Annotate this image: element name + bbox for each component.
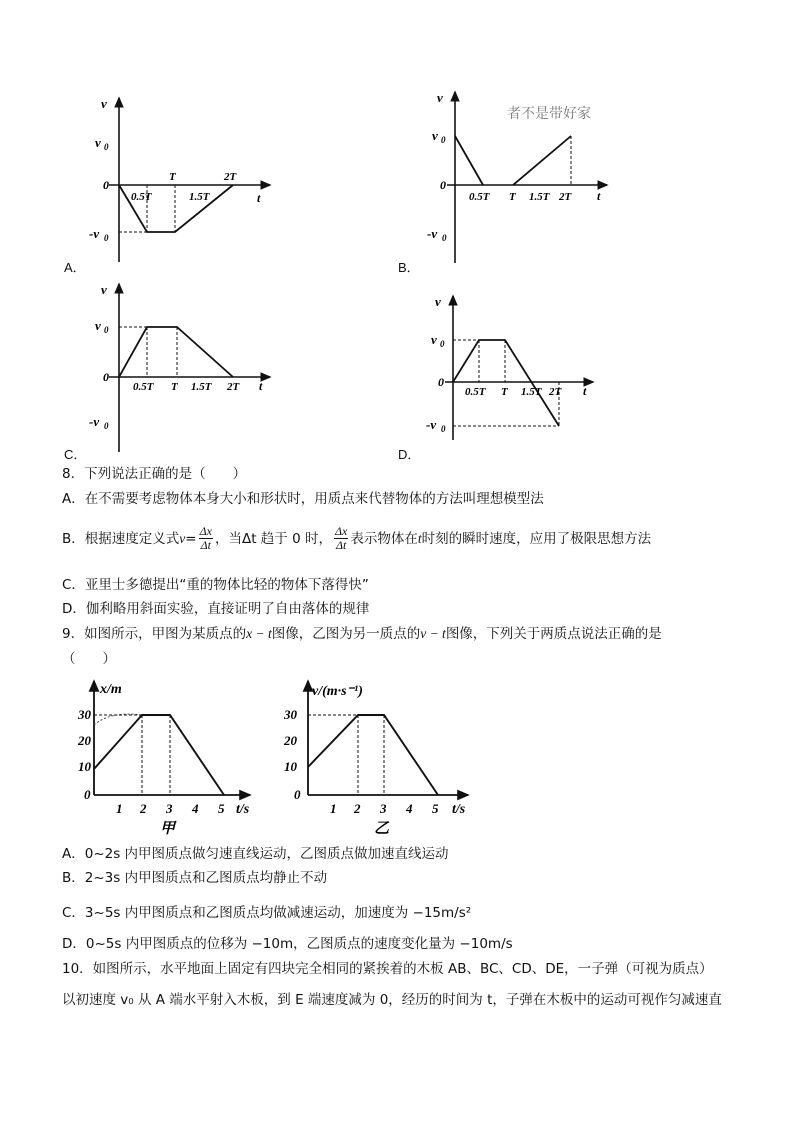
- svg-text:30: 30: [284, 707, 297, 722]
- q8-option-a: A．在不需要考虑物体本身大小和形状时，用质点来代替物体的方法叫理想模型法: [62, 491, 544, 507]
- svg-text:0: 0: [438, 375, 444, 389]
- svg-text:0: 0: [103, 370, 109, 384]
- q9-option-d: D．0~5s 内甲图质点的位移为 −10m，乙图质点的速度变化量为 −10m/s: [62, 936, 513, 952]
- svg-text:2: 2: [354, 801, 361, 816]
- svg-text:0.5T: 0.5T: [131, 191, 152, 203]
- q9-stem: 9．如图所示，甲图为某质点的x − t图像，乙图为另一质点的v − t图像，下列关于两质点说法正确的是: [62, 626, 662, 642]
- svg-text:1.5T: 1.5T: [189, 191, 210, 203]
- graph-option-d: [425, 292, 625, 442]
- svg-text:-v: -v: [89, 226, 100, 241]
- svg-text:1.5T: 1.5T: [521, 386, 542, 398]
- svg-text:3: 3: [380, 801, 387, 816]
- svg-text:v/(m·s⁻¹): v/(m·s⁻¹): [312, 684, 363, 699]
- svg-text:t: t: [259, 379, 263, 393]
- svg-text:v: v: [432, 128, 438, 143]
- graph-option-b: [425, 88, 625, 268]
- svg-text:0.5T: 0.5T: [465, 386, 486, 398]
- svg-text:0: 0: [294, 787, 301, 802]
- q8-option-d: D．伽利略用斜面实验，直接证明了自由落体的规律: [62, 601, 370, 617]
- svg-text:t/s: t/s: [236, 802, 250, 817]
- svg-text:v: v: [435, 294, 441, 309]
- svg-text:4: 4: [406, 801, 413, 816]
- svg-text:20: 20: [284, 733, 297, 748]
- svg-text:1: 1: [116, 801, 123, 816]
- svg-text:甲: 甲: [160, 821, 176, 837]
- graph-jia-xt: [80, 675, 280, 840]
- option-b-letter: B．: [398, 260, 420, 275]
- svg-text:1.5T: 1.5T: [529, 191, 550, 203]
- svg-text:x/m: x/m: [100, 682, 122, 697]
- svg-text:2: 2: [140, 801, 147, 816]
- option-d-letter: D．: [398, 447, 421, 462]
- q10-line2: 以初速度 v₀ 从 A 端水平射入木板，到 E 端速度减为 0，经历的时间为 t，子弹在木板中的运动可视作匀减速直: [62, 992, 722, 1008]
- svg-text:10: 10: [284, 759, 297, 774]
- q9-paren: （ ）: [62, 651, 116, 667]
- svg-text:-v: -v: [426, 417, 437, 432]
- q9-option-b: B．2~3s 内甲图质点和乙图质点均静止不动: [62, 870, 328, 886]
- svg-text:1.5T: 1.5T: [191, 381, 212, 393]
- svg-text:0: 0: [440, 178, 446, 192]
- svg-text:t: t: [597, 189, 601, 203]
- svg-text:10: 10: [78, 759, 91, 774]
- svg-text:0: 0: [441, 135, 446, 145]
- svg-text:5: 5: [432, 801, 439, 816]
- svg-text:v: v: [101, 282, 107, 297]
- svg-text:0: 0: [440, 339, 445, 349]
- graph-option-c: [85, 280, 285, 455]
- svg-text:T: T: [169, 171, 176, 183]
- svg-text:-v: -v: [427, 226, 438, 241]
- svg-text:0: 0: [442, 233, 447, 243]
- svg-text:v: v: [437, 90, 443, 105]
- q8-option-c: C．亚里士多德提出“重的物体比轻的物体下落得快”: [62, 577, 369, 593]
- q8-option-b: B．根据速度定义式 v = $\frac{\Delta x}{\Delta t}$ ，当Δt 趋于 0 时， $\frac{\Delta x}{\Delta t}$ 表示物体在 t 时刻的瞬时速度，应用了极限思想方法: [62, 524, 652, 552]
- svg-text:t: t: [257, 191, 261, 205]
- svg-text:0: 0: [104, 142, 109, 152]
- svg-text:2T: 2T: [224, 171, 237, 183]
- fraction-dx-dt: $\frac{\Delta x}{\Delta t}$: [199, 524, 212, 552]
- svg-text:0.5T: 0.5T: [133, 381, 154, 393]
- svg-text:T: T: [509, 191, 516, 203]
- svg-text:v: v: [431, 332, 437, 347]
- option-a-letter: A．: [64, 260, 86, 275]
- svg-text:3: 3: [166, 801, 173, 816]
- svg-text:0: 0: [104, 421, 109, 431]
- v-axis-label: v: [101, 96, 107, 111]
- svg-text:0: 0: [104, 233, 109, 243]
- graph-option-a: [85, 92, 285, 267]
- svg-text:2T: 2T: [227, 381, 240, 393]
- fraction-dx-dt-2: $\frac{\Delta x}{\Delta t}$: [334, 524, 348, 552]
- option-c-letter: C．: [64, 447, 87, 462]
- svg-text:v: v: [95, 135, 101, 150]
- q9-option-c: C．3~5s 内甲图质点和乙图质点均做减速运动，加速度为 −15m/s²: [62, 905, 472, 921]
- svg-text:30: 30: [78, 707, 91, 722]
- svg-text:v: v: [95, 318, 101, 333]
- q10-line1: 10．如图所示，水平地面上固定有四块完全相同的紧挨着的木板 AB、BC、CD、DE，一子弹（可视为质点）: [62, 961, 713, 977]
- svg-text:5: 5: [218, 801, 225, 816]
- svg-text:0: 0: [103, 178, 109, 192]
- q8-stem: 8．下列说法正确的是（ ）: [62, 466, 247, 482]
- scan-watermark: 者不是带好家: [507, 106, 591, 122]
- svg-text:0.5T: 0.5T: [469, 191, 490, 203]
- svg-text:2T: 2T: [559, 191, 572, 203]
- svg-text:t: t: [583, 384, 587, 398]
- svg-text:t/s: t/s: [452, 802, 466, 817]
- svg-text:1: 1: [330, 801, 337, 816]
- svg-text:T: T: [501, 386, 508, 398]
- svg-text:T: T: [171, 381, 178, 393]
- svg-text:0: 0: [441, 424, 446, 434]
- svg-text:0: 0: [104, 325, 109, 335]
- svg-text:4: 4: [192, 801, 199, 816]
- svg-text:0: 0: [84, 787, 91, 802]
- q9-option-a: A．0~2s 内甲图质点做匀速直线运动，乙图质点做加速直线运动: [62, 846, 449, 862]
- svg-text:20: 20: [78, 733, 91, 748]
- svg-text:2T: 2T: [549, 386, 562, 398]
- graph-yi-vt: [282, 675, 482, 840]
- svg-text:-v: -v: [89, 414, 100, 429]
- svg-text:乙: 乙: [374, 821, 390, 837]
